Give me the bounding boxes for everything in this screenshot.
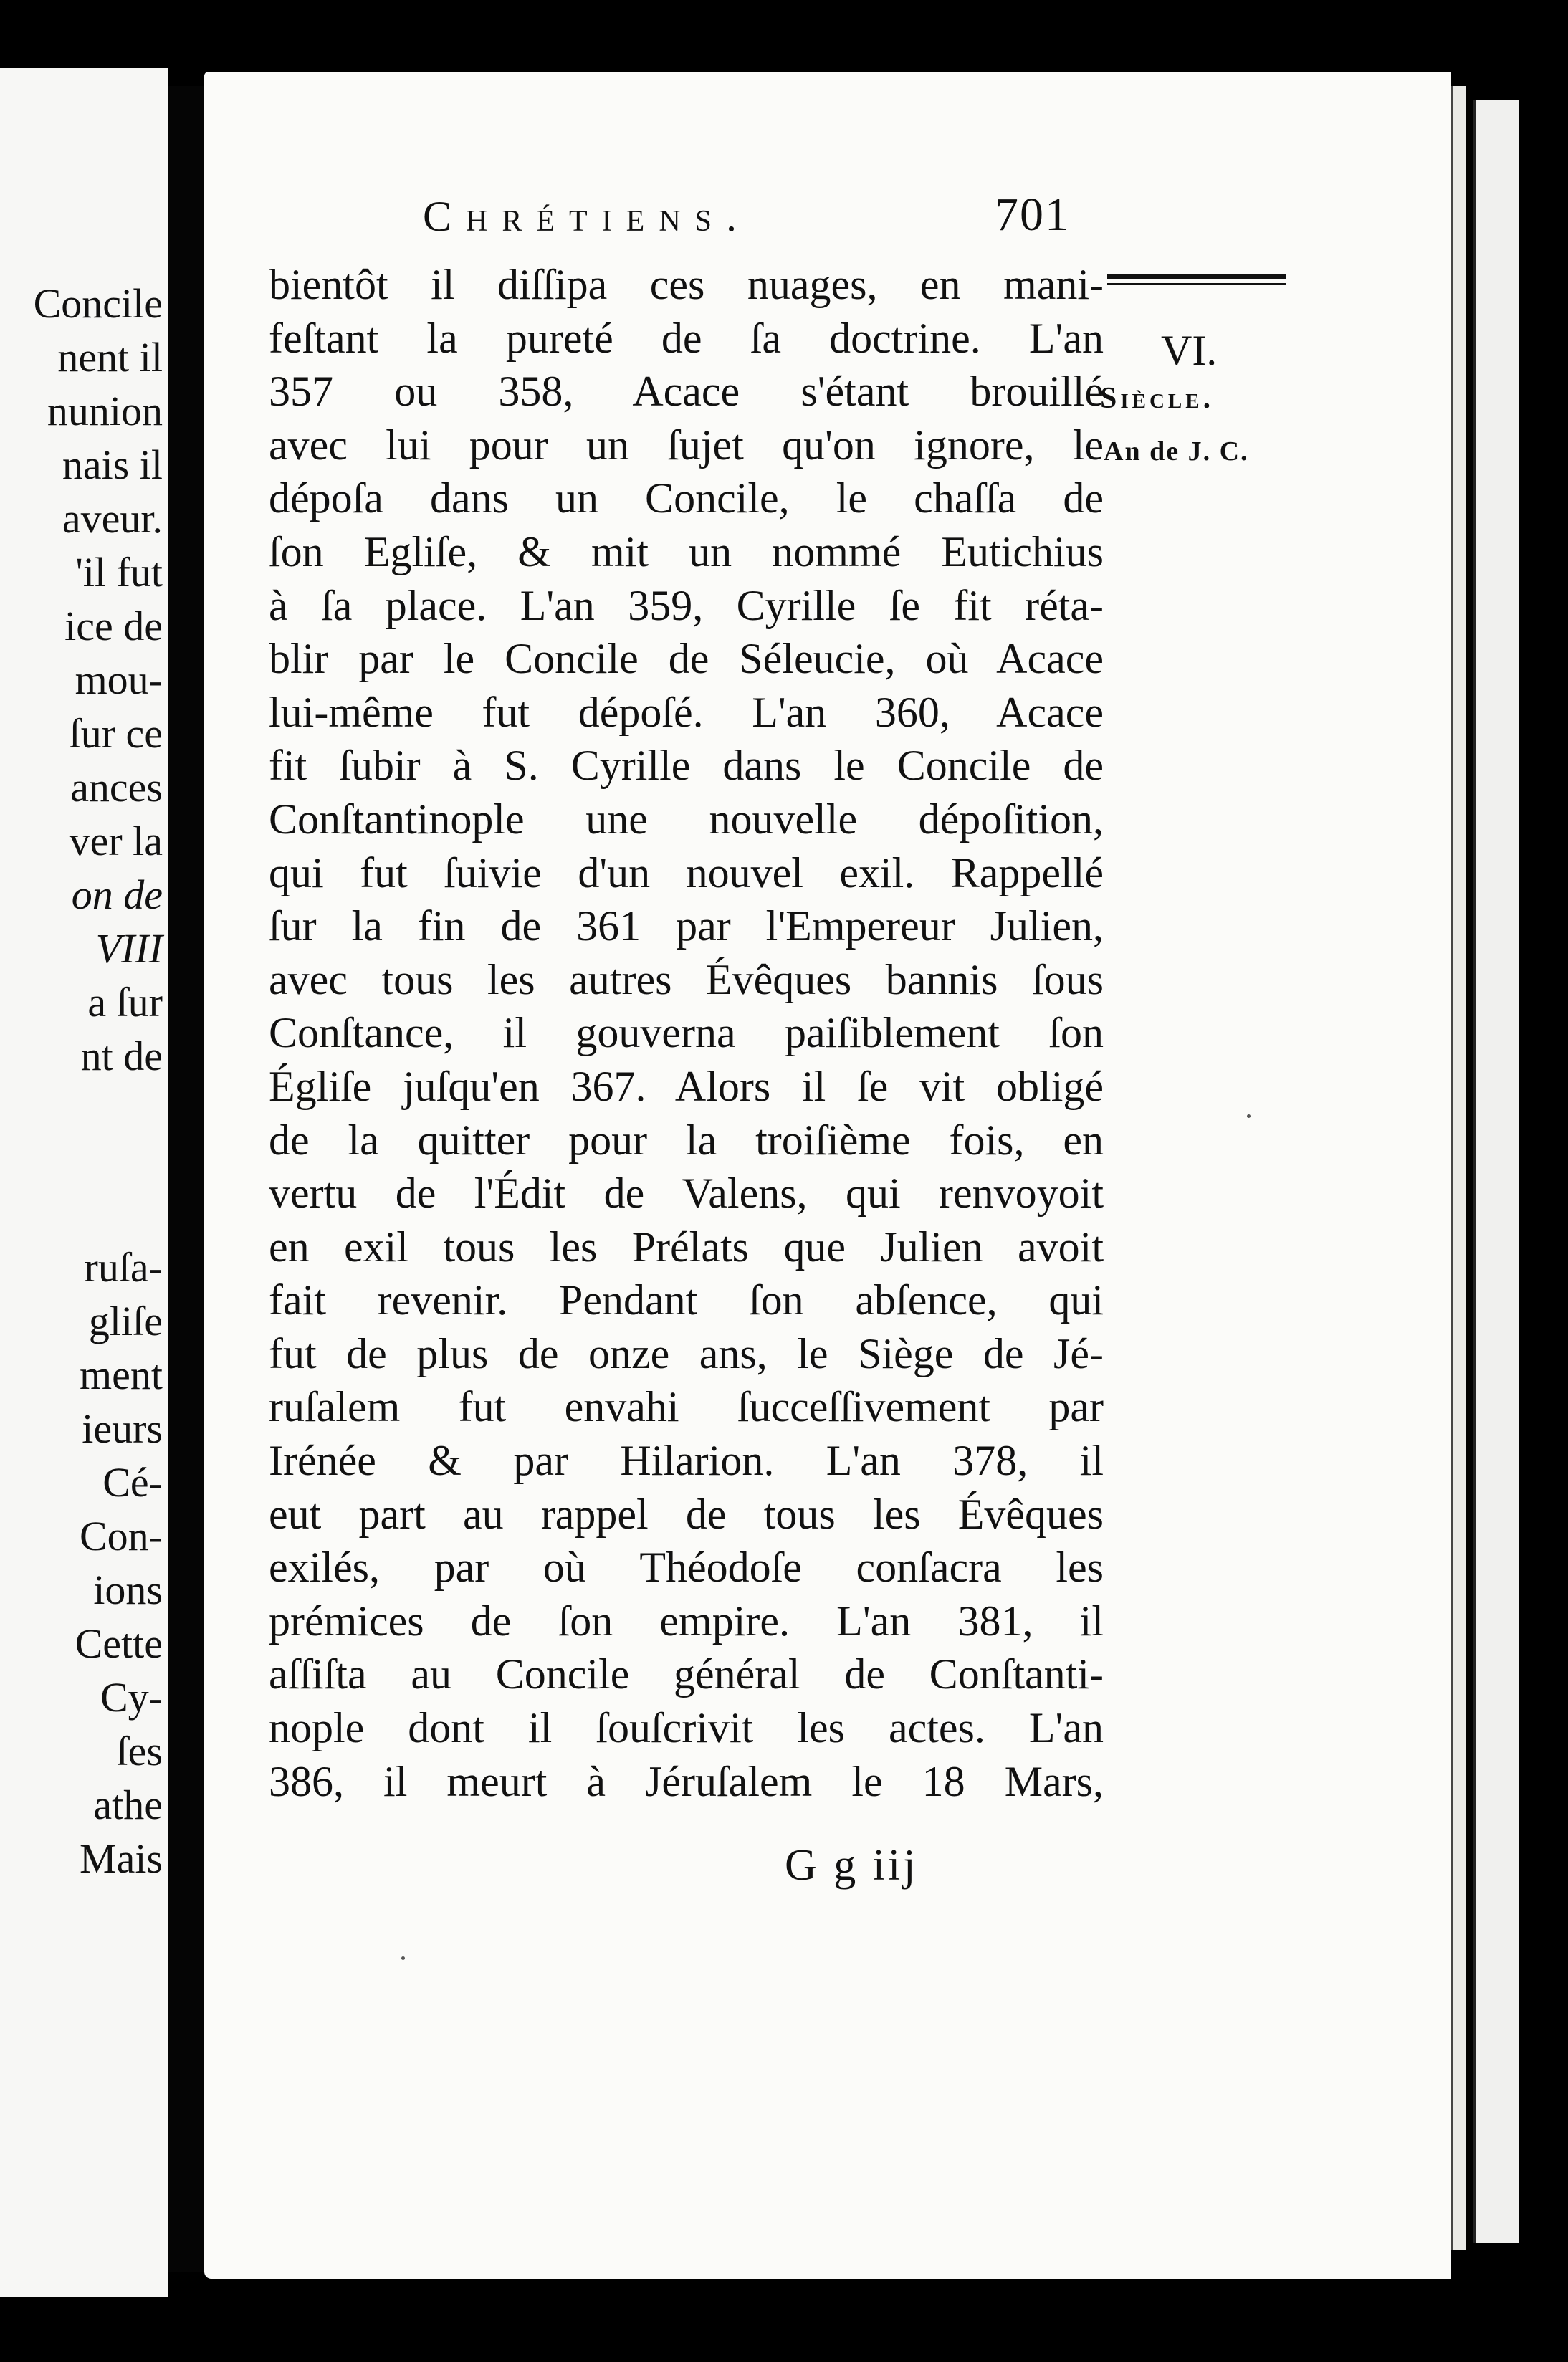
facing-page-line: nunion [47, 388, 163, 434]
text-line: qui fut ſuivie d'un nouvel exil. Rappellé [269, 848, 1104, 896]
margin-rule-thin [1107, 283, 1286, 285]
facing-page-line: Cette [75, 1620, 163, 1667]
text-line: nople dont il ſouſcrivit les actes. L'an [269, 1704, 1104, 1752]
facing-page-line: VIII [95, 925, 163, 972]
facing-page-line: nent il [57, 334, 163, 381]
signature-mark: G g iij [785, 1841, 919, 1890]
text-line: lui-même fut dépoſé. L'an 360, Acace [269, 688, 1104, 736]
facing-page-line: ieurs [82, 1405, 163, 1452]
text-line: ſon Egliſe, & mit un nommé Eutichius [269, 527, 1104, 575]
text-line: vertu de l'Édit de Valens, qui renvoyoit [269, 1170, 1104, 1218]
text-line: dépoſa dans un Concile, le chaſſa de [269, 474, 1104, 522]
facing-page-line: ſes [116, 1728, 163, 1774]
page-number: 701 [995, 188, 1070, 241]
facing-page [0, 68, 168, 2297]
text-line: 357 ou 358, Acace s'étant brouillé [269, 368, 1104, 416]
page-edge-back [1473, 100, 1519, 2243]
facing-page-line: ions [93, 1567, 163, 1613]
text-line: en exil tous les Prélats que Julien avoit [269, 1223, 1104, 1271]
facing-page-line: Cy- [100, 1674, 163, 1721]
margin-century: VI. [1161, 327, 1218, 374]
text-line: fit ſubir à S. Cyrille dans le Concile de [269, 742, 1104, 790]
facing-page-line: mou- [75, 656, 163, 703]
text-line: blir par le Concile de Séleucie, où Acace [269, 635, 1104, 683]
body-text [269, 258, 1104, 1808]
facing-page-line: athe [93, 1782, 163, 1828]
facing-page-line: nais il [62, 441, 163, 488]
facing-page-line: ment [80, 1352, 163, 1398]
book-gutter [168, 86, 208, 2272]
facing-page-line: gliſe [88, 1298, 163, 1344]
facing-page-line: ſur ce [69, 710, 163, 757]
text-line: Égliſe juſqu'en 367. Alors il ſe vit obligé [269, 1062, 1104, 1110]
facing-page-line: a ſur [87, 979, 163, 1025]
text-line: avec lui pour un ſujet qu'on ignore, le [269, 421, 1104, 469]
facing-page-line: on de [71, 871, 163, 918]
text-line: avec tous les autres Évêques bannis ſous [269, 955, 1104, 1003]
text-line: Conſtance, il gouverna paiſiblement ſon [269, 1009, 1104, 1057]
text-line: feſtant la pureté de ſa doctrine. L'an [269, 314, 1104, 362]
facing-page-line: Concile [33, 280, 163, 327]
text-line: à ſa place. L'an 359, Cyrille ſe fit réta- [269, 581, 1104, 629]
text-line: eut part au rappel de tous les Évêques [269, 1490, 1104, 1538]
facing-page-line: Con- [80, 1513, 163, 1559]
text-line: prémices de ſon empire. L'an 381, il [269, 1597, 1104, 1645]
facing-page-line: Cé- [102, 1459, 163, 1506]
text-line: bientôt il diſſipa ces nuages, en mani- [269, 261, 1104, 308]
facing-page-line: ances [70, 764, 163, 811]
text-line: Conſtantinople une nouvelle dépoſition, [269, 795, 1104, 843]
text-line: 386, il meurt à Jéruſalem le 18 Mars, [269, 1757, 1104, 1805]
text-line: ruſalem fut envahi ſucceſſivement par [269, 1383, 1104, 1431]
text-line: aſſiſta au Concile général de Conſtanti- [269, 1650, 1104, 1698]
page-edge [1451, 86, 1466, 2250]
margin-year-label: An de J. C. [1104, 436, 1249, 467]
facing-page-line: nt de [80, 1033, 163, 1079]
facing-page-line: ruſa- [84, 1244, 163, 1291]
facing-page-line: ver la [69, 818, 163, 864]
text-line: exilés, par où Théodoſe conſacra les [269, 1544, 1104, 1592]
text-line: Irénée & par Hilarion. L'an 378, il [269, 1437, 1104, 1485]
ink-speck [401, 1956, 405, 1960]
running-head: Chrétiens. [423, 193, 752, 240]
text-line: fut de plus de onze ans, le Siège de Jé- [269, 1329, 1104, 1377]
margin-rule [1107, 274, 1286, 279]
text-line: de la quitter pour la troiſième fois, en [269, 1116, 1104, 1164]
facing-page-line: aveur. [62, 495, 163, 542]
text-line: fait revenir. Pendant ſon abſence, qui [269, 1276, 1104, 1324]
text-line: ſur la fin de 361 par l'Empereur Julien, [269, 902, 1104, 950]
margin-siecle: Siècle. [1100, 382, 1215, 415]
facing-page-line: Mais [80, 1835, 163, 1882]
ink-speck [1247, 1114, 1251, 1118]
facing-page-line: 'il fut [75, 549, 163, 596]
facing-page-line: ice de [64, 603, 163, 649]
